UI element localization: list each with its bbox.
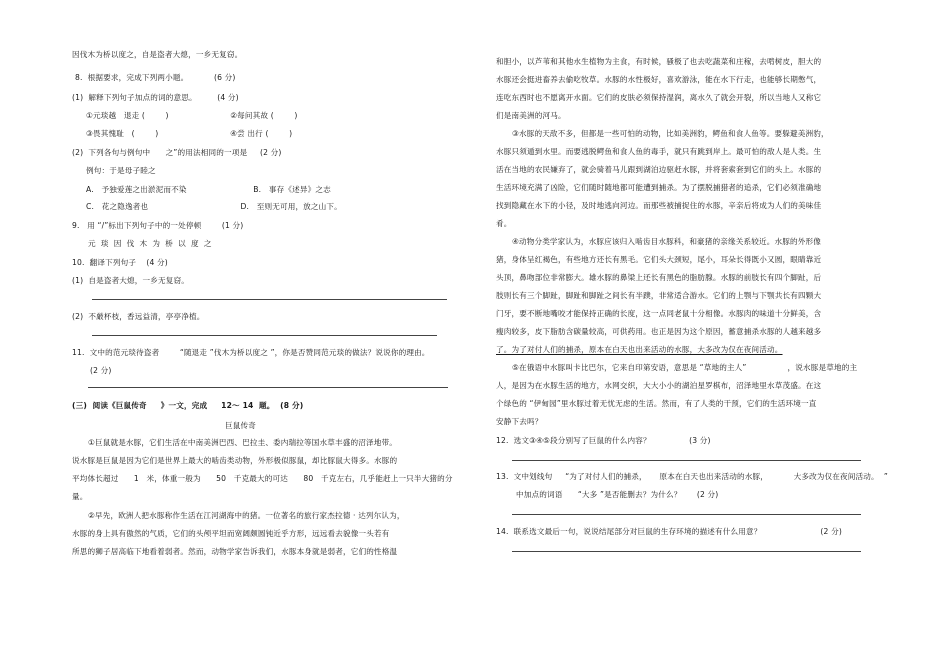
- paragraph-line: 活在当地的农民嫌弃了，就会骑着马儿跟到湖泊边驱赶水豚，并将套索套到它们的头上。水豚的: [496, 165, 822, 174]
- question-10-2: (2) 不厳杯枝，香远益清，亭亭净植。: [72, 312, 205, 321]
- paragraph-line: 们是南美洲的河马。: [496, 111, 566, 120]
- paragraph-line: 肴。: [496, 219, 512, 228]
- option-c-d: C. 花之隐逸者也 D. 至则无可用，放之山下。: [86, 202, 342, 211]
- paragraph-line: 平均体长超过 1 米，体重一般为 50 千克最大的可达 80 千克左右，几乎能赶上一只半大猪的分: [72, 474, 453, 483]
- answer-line: [512, 551, 861, 552]
- paragraph-line: 量。: [72, 492, 88, 501]
- paragraph-line: ①巨鼠就是水豚，它们生活在中南美洲巴西、巴拉圭、委内瑞拉等国水草丰盛的沼泽地带。: [88, 438, 397, 447]
- answer-line: [88, 387, 448, 388]
- answer-line: [512, 460, 861, 461]
- question-12: 12. 选文③④⑤段分别写了巨鼠的什么内容？ (3 分): [496, 436, 711, 445]
- question-8-1: (1) 解释下列句子加点的词的意思。 (4 分): [72, 93, 239, 102]
- question-9-sentence: 元 琰 因 伐 木 为 桥 以 度 之: [88, 239, 212, 248]
- paragraph-line: ④动物分类学家认为，水豚应该归入啮齿目水豚科，和豪猪的亲缘关系较近。水豚的外形像: [512, 237, 821, 246]
- question-11-score: (2 分): [90, 366, 112, 375]
- paragraph-line: 水豚只须遁到水里。而要逃脱鳄鱼和食人鱼的毒手，就只有跳到岸上。最可怕的敌人是人类。生: [496, 147, 822, 156]
- paragraph-line: 水豚还会挺进畜养去偷吃牧草。水豚的水性极好，喜欢游泳，能在水下行走，也能够长期憋气，: [496, 75, 822, 84]
- paragraph-line: 瘦肉较多，皮下脂肪含碳量较高，可供药用。也正是因为这个原因，蓄意捕杀水豚的人越来越多: [496, 327, 822, 336]
- section-3-heading: (三) 阅读《巨鼠传奇 》一文，完成 12～ 14 题。 (8 分): [72, 401, 304, 410]
- paragraph-line: ⑤在俄语中水豚叫卡比巴尔，它来自印第安语，意思是 “草地的主人” ，说水豚是草地的主: [512, 363, 858, 372]
- question-8-1-items-a: ①元琰越 退走 ( ) ②每问其故 ( ): [86, 111, 298, 120]
- question-13-sub: 中加点的词语 “大多 ”是否能删去？为什么？ (2 分): [516, 490, 719, 499]
- question-9: 9. 用 “/”标出下列句子中的一处停顿 (1 分): [72, 221, 244, 230]
- paragraph-line: 肢则长有三个脚趾，脚趾和脚趾之间长有半蹼，非常适合游水。它们的上颚与下颚共长有四颗大: [496, 291, 822, 300]
- question-14: 14. 联系选文最后一句，说说结尾部分对巨鼠的生存环境的描述有什么用意？ (2 分): [496, 527, 842, 536]
- paragraph-line: 门牙，要不断地嘴咬才能保持正确的长度，这一点同老鼠十分相像。水豚肉的味道十分鲜美，含: [496, 309, 822, 318]
- question-8: 8. 根据要求，完成下列两小题。 (6 分): [75, 73, 236, 82]
- question-10: 10. 翻译下列句子 (4 分): [72, 258, 168, 267]
- question-10-1: (1) 自是盗者大熄，一乡无复窃。: [72, 276, 190, 285]
- answer-line: [512, 514, 861, 515]
- paragraph-line: 连吃东西时也不愿离开水面。它们的皮肤必须保持湿润，离水久了就会开裂，所以当地人又称它: [496, 93, 822, 102]
- text-line: 因伐木为桥以度之，自是盗者大熄，一乡无复窃。: [72, 50, 243, 59]
- answer-line: [92, 335, 437, 336]
- paragraph-line: 水豚的身上具有傲然的气质，它们的头颅平坦而宽阔颇圆钝近乎方形，远远看去貌像一头若有: [72, 529, 390, 538]
- paragraph-line: 个绿色的 “伊甸园”里水豚过着无忧无虑的生活。然而，有了人类的干预，它们的生活环境一直: [496, 399, 817, 408]
- paragraph-line: 和胆小，以芦苇和其他水生植物为主食，有时候，骚极了也去吃蔬菜和庄稼，去啃树皮，胆大的: [496, 57, 822, 66]
- paragraph-line: 头顶，鼻吻部位非常膨大。雄水豚的鼻梁上还长有黑色的脂肪腺。水豚的前肢长有四个脚趾，后: [496, 273, 822, 282]
- paragraph-line: 找到隐藏在水下的小径，及时地逃向河边。而那些被捕捉住的水豚，辛亲后将成为人们的美味佳: [496, 201, 822, 210]
- paragraph-line: 说水豚是巨鼠是因为它们是世界上最大的啮齿类动物，外形极似豚鼠，却比豚鼠大得多。水豚的: [72, 456, 398, 465]
- article-title: 巨鼠传奇: [225, 421, 256, 430]
- option-a-b: A. 予独爱莲之出淤泥而不染 B. 事存《述异》之志: [86, 185, 331, 194]
- question-11: 11. 文中的范元琰待盗者 “随退走 ”伐木为桥以度之 ”，你是否赞同范元琰的做法？说说你的理由。: [72, 348, 430, 357]
- paragraph-line: 所思的狮子居高临下地看着弱者。然而，动物学家告诉我们，水豚本身就是弱者，它们的性格温: [72, 547, 398, 556]
- underlined-sentence: 了。为了对付人们的捕杀，原本在白天也出来活动的水豚，大多改为仅在夜间活动。: [496, 345, 783, 354]
- paragraph-line: ③水豚的天敌不多，但都是一些可怕的动物，比如美洲豹，鳄鱼和食人鱼等。要躲避美洲豹，: [512, 129, 829, 138]
- paragraph-line: 安静下去吗？: [496, 417, 543, 426]
- question-8-2: (2) 下列各句与例句中 之”的用法相同的一项是 (2 分): [72, 148, 282, 157]
- paragraph-line: 人，是因为在水豚生活的地方，水网交织，大大小小的湖泊星罗棋布，沼泽地里水草茂盛。在这: [496, 381, 822, 390]
- paragraph-line: ②早先，欧洲人把水豚称作生活在江河湖海中的猪。一位著名的旅行家杰拉德 · 达列尔认为，: [88, 511, 405, 520]
- paragraph-line: 生活环境充满了凶险，它们随时随地都可能遭到捕杀。为了摆脱捕猎者的追杀，它们必须准确地: [496, 183, 822, 192]
- right-column: [475, 0, 950, 658]
- example-sentence: 例句：于是母子睦之: [86, 166, 156, 175]
- answer-line: [92, 299, 447, 300]
- question-8-1-items-b: ③畏其愧耻 ( ) ④尝 出行 ( ): [86, 129, 293, 138]
- question-13: 13. 文中划线句 “为了对付人们的捕杀， 原本在白天也出来活动的水豚， 大多改为仅在夜间活动。 ”: [496, 472, 888, 481]
- paragraph-line: 猪，身体呈红褐色，有些地方还长有黑毛。它们头大颈短，尾小，耳朵长得既小又圆，眼睛靠近: [496, 255, 822, 264]
